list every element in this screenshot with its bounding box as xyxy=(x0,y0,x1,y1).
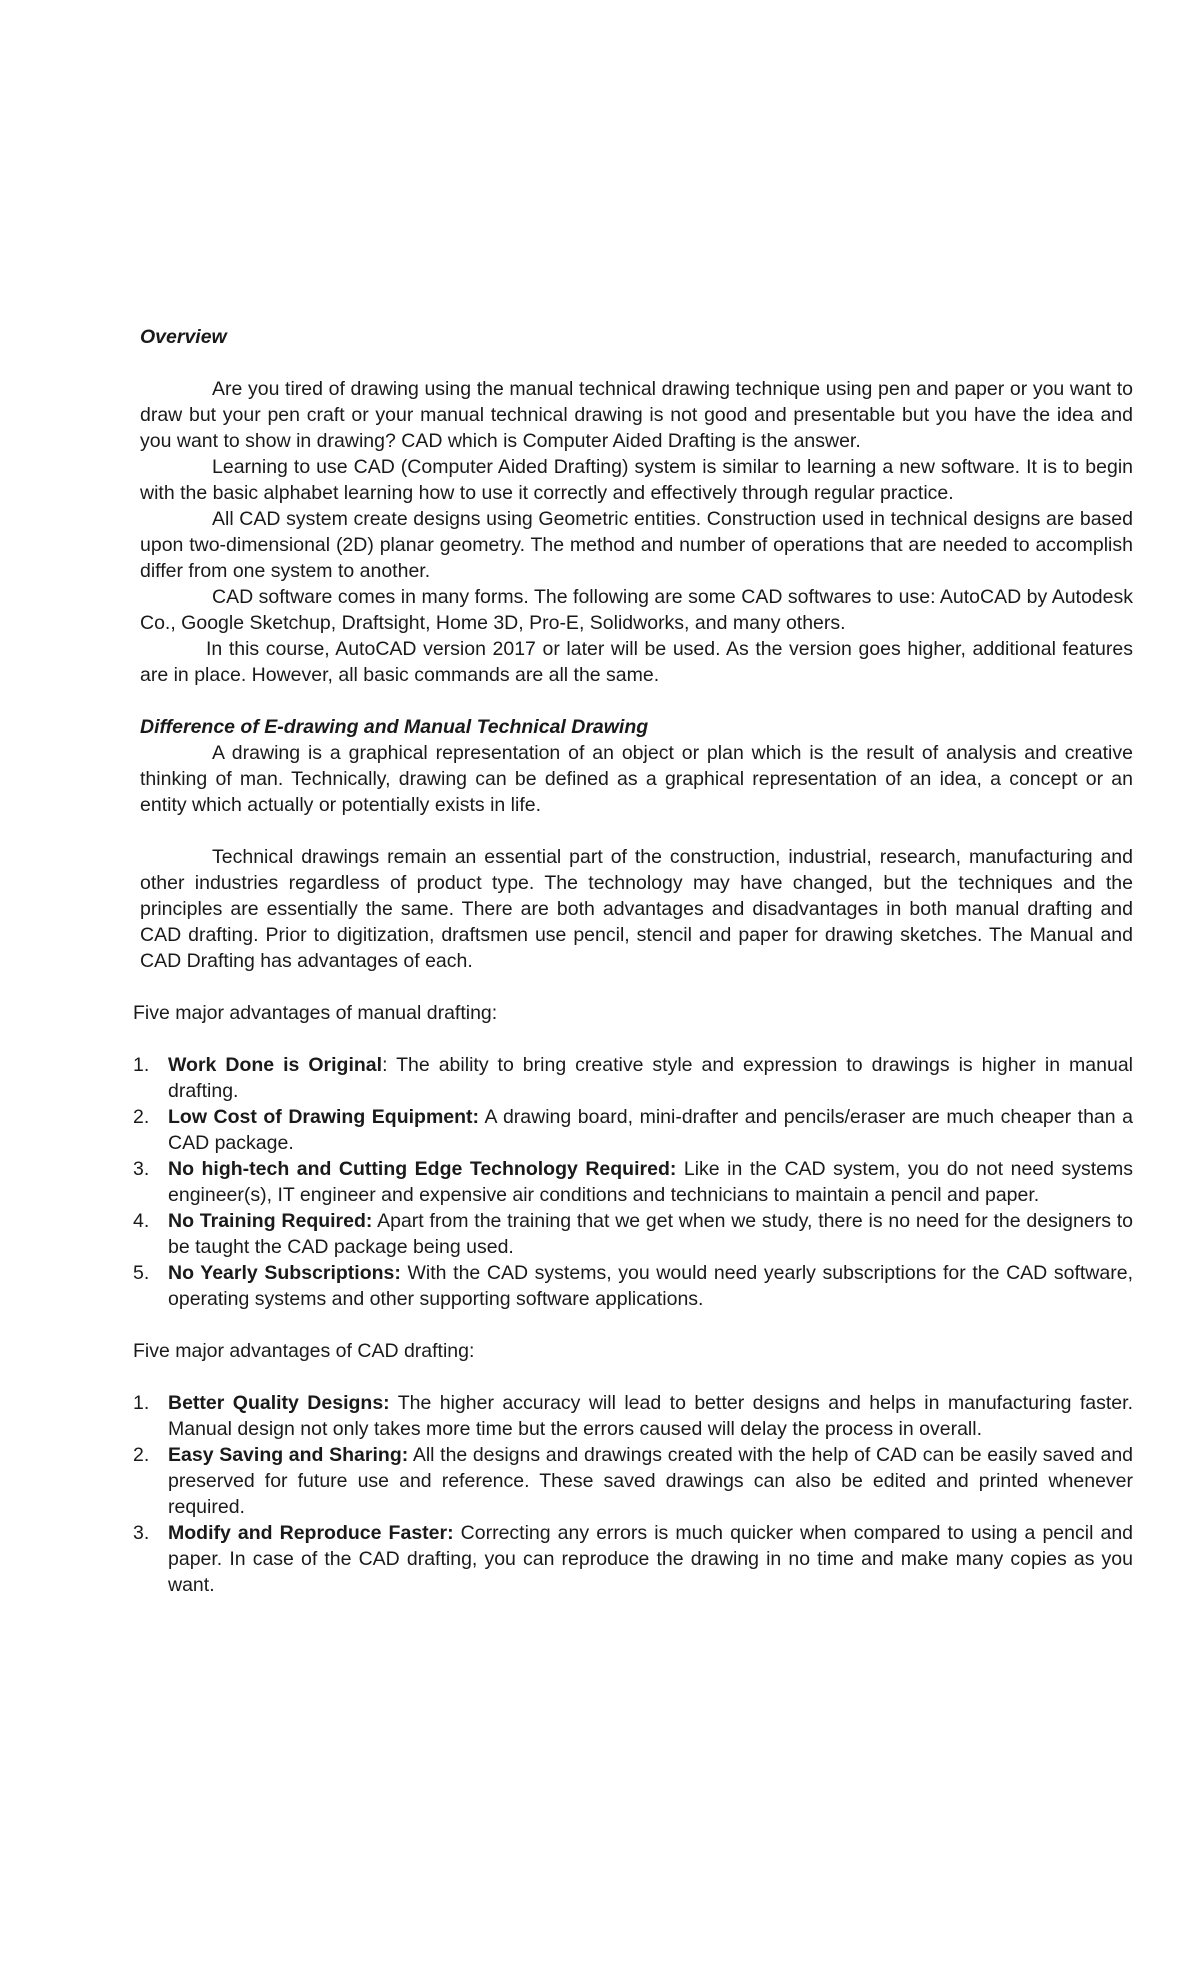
list-item-title: Easy Saving and Sharing: xyxy=(168,1444,409,1466)
spacer xyxy=(140,1312,1133,1338)
overview-paragraph: Are you tired of drawing using the manual technical drawing technique using pen and paper or you want to draw but your pen craft or your manual technical drawing is not good and presentable but you have the idea and you want to show in drawing? CAD which is Computer Aided Drafting is the answer. xyxy=(140,378,1133,452)
list-item xyxy=(133,1104,1133,1156)
spacer xyxy=(140,688,1133,714)
spacer xyxy=(140,1026,1133,1052)
list-number: 2. xyxy=(133,1106,150,1128)
overview-paragraph: CAD software comes in many forms. The following are some CAD softwares to use: AutoCAD by Autodesk Co., Google Sketchup, Draftsight, Home 3D, Pro-E, Solidworks, and many others. xyxy=(140,586,1133,634)
cad-advantages-lead: Five major advantages of CAD drafting: xyxy=(133,1340,475,1362)
list-item xyxy=(133,1156,1133,1208)
list-number: 1. xyxy=(133,1392,150,1414)
overview-paragraph: Learning to use CAD (Computer Aided Drafting) system is similar to learning a new software. It is to begin with the basic alphabet learning how to use it correctly and effectively through regular practice. xyxy=(140,456,1133,504)
list-item xyxy=(133,1520,1133,1598)
cad-advantages-list xyxy=(133,1390,1133,1598)
list-item-title: Low Cost of Drawing Equipment: xyxy=(168,1106,480,1128)
list-item xyxy=(133,1208,1133,1260)
list-number: 5. xyxy=(133,1262,150,1284)
list-item-title: No high-tech and Cutting Edge Technology Required: xyxy=(168,1158,677,1180)
list-item-text: Correcting any errors is much quicker when compared to using a pencil and paper. In case of the CAD drafting, you can reproduce the drawing in no time and make many copies as you want. xyxy=(168,1522,1134,1596)
overview-paragraph: In this course, AutoCAD version 2017 or later will be used. As the version goes higher, additional features are in place. However, all basic commands are all the same. xyxy=(140,638,1133,686)
overview-heading: Overview xyxy=(140,326,227,348)
spacer xyxy=(140,1364,1133,1390)
list-item xyxy=(133,1052,1133,1104)
difference-paragraph: Technical drawings remain an essential part of the construction, industrial, research, manufacturing and other industries regardless of product type. The technology may have changed, but the techniques and the principles are essentially the same. There are both advantages and disadvantages in both manual drafting and CAD drafting. Prior to digitization, draftsmen use pencil, stencil and paper for drawing sketches. The Manual and CAD Drafting has advantages of each. xyxy=(140,846,1133,972)
list-item-text: With the CAD systems, you would need yearly subscriptions for the CAD software, operating systems and other supporting software applications. xyxy=(168,1262,1133,1310)
list-number: 3. xyxy=(133,1158,150,1180)
list-item-text: A drawing board, mini-drafter and pencils/eraser are much cheaper than a CAD package. xyxy=(168,1106,1133,1154)
spacer xyxy=(140,974,1133,1000)
list-item-text: All the designs and drawings created with the help of CAD can be easily saved and preserved for future use and reference. These saved drawings can also be edited and printed whenever required. xyxy=(168,1444,1134,1518)
manual-advantages-lead: Five major advantages of manual drafting: xyxy=(133,1002,498,1024)
list-item xyxy=(133,1442,1133,1520)
list-item-text: The higher accuracy will lead to better designs and helps in manufacturing faster. Manual design not only takes more time but the errors caused will delay the process in overall. xyxy=(168,1392,1133,1440)
difference-heading: Difference of E-drawing and Manual Technical Drawing xyxy=(140,716,649,738)
difference-paragraph: A drawing is a graphical representation of an object or plan which is the result of analysis and creative thinking of man. Technically, drawing can be defined as a graphical representation of an idea, a concept or an entity which actually or potentially exists in life. xyxy=(140,742,1133,816)
list-item-title: Modify and Reproduce Faster: xyxy=(168,1522,454,1544)
list-item-text: : The ability to bring creative style and expression to drawings is higher in manual drafting. xyxy=(168,1054,1133,1102)
list-number: 2. xyxy=(133,1444,150,1466)
list-item-text: Apart from the training that we get when we study, there is no need for the designers to be taught the CAD package being used. xyxy=(168,1210,1133,1258)
list-item-title: Better Quality Designs: xyxy=(168,1392,390,1414)
list-item-title: Work Done is Original xyxy=(168,1054,383,1076)
list-item xyxy=(133,1260,1133,1312)
list-item-title: No Yearly Subscriptions: xyxy=(168,1262,401,1284)
list-number: 1. xyxy=(133,1054,150,1076)
list-item-text: Like in the CAD system, you do not need systems engineer(s), IT engineer and expensive air conditions and technicians to maintain a pencil and paper. xyxy=(168,1158,1133,1206)
manual-advantages-list xyxy=(133,1052,1133,1312)
spacer xyxy=(140,350,1133,376)
overview-paragraph: All CAD system create designs using Geometric entities. Construction used in technical designs are based upon two-dimensional (2D) planar geometry. The method and number of operations that are needed to accomplish differ from one system to another. xyxy=(140,508,1133,582)
list-item-title: No Training Required: xyxy=(168,1210,373,1232)
list-number: 4. xyxy=(133,1210,150,1232)
document-body xyxy=(133,324,1134,1598)
list-number: 3. xyxy=(133,1522,150,1544)
list-item xyxy=(133,1390,1133,1442)
spacer xyxy=(140,818,1133,844)
